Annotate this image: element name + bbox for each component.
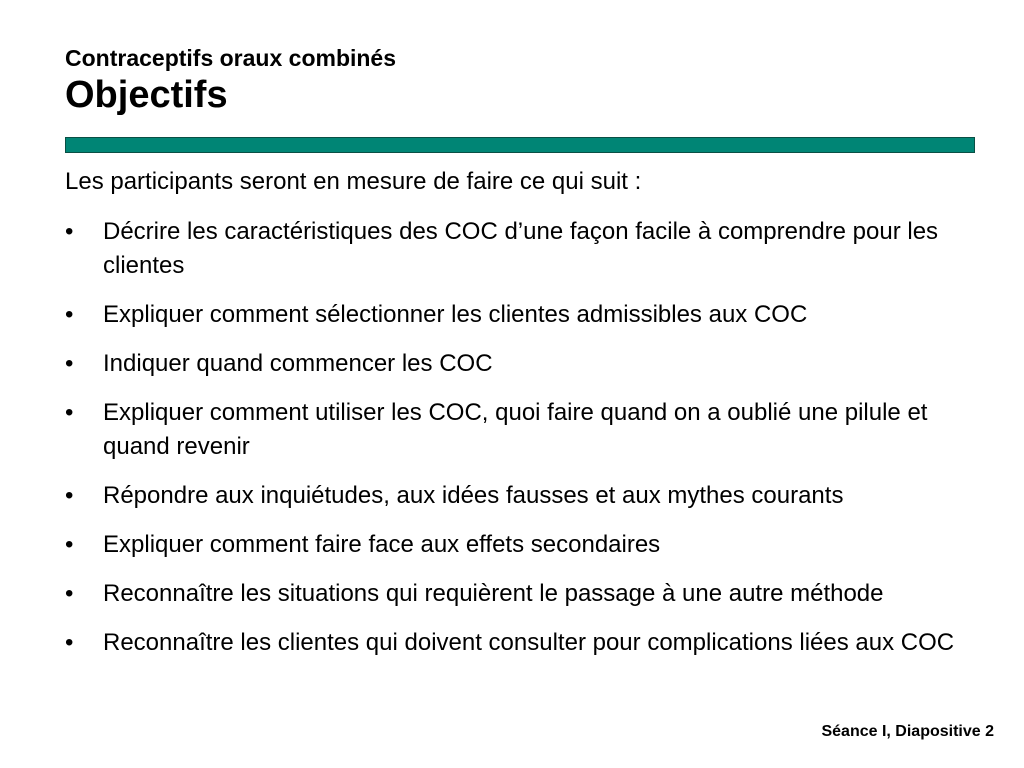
slide-footer: Séance I, Diapositive 2	[821, 723, 994, 740]
list-item-text: Expliquer comment utiliser les COC, quoi faire quand on a oublié une pilule et quand revenir	[103, 399, 928, 460]
list-item	[65, 347, 990, 381]
objectives-list	[65, 215, 990, 675]
list-item-text: Expliquer comment sélectionner les clientes admissibles aux COC	[103, 301, 808, 328]
list-item	[65, 577, 990, 611]
bullet-icon: •	[65, 218, 74, 245]
list-item	[65, 626, 990, 660]
accent-rule	[65, 137, 975, 153]
bullet-icon: •	[65, 580, 74, 607]
bullet-icon: •	[65, 399, 74, 426]
list-item	[65, 528, 990, 562]
list-item-text: Expliquer comment faire face aux effets secondaires	[103, 531, 661, 558]
bullet-icon: •	[65, 301, 74, 328]
intro-text: Les participants seront en mesure de faire ce qui suit :	[65, 168, 642, 195]
list-item-text: Répondre aux inquiétudes, aux idées fausses et aux mythes courants	[103, 482, 844, 509]
slide-title: Objectifs	[65, 74, 228, 116]
list-item	[65, 479, 990, 513]
list-item	[65, 396, 990, 464]
bullet-icon: •	[65, 350, 74, 377]
slide-subtitle: Contraceptifs oraux combinés	[65, 45, 397, 71]
list-item-text: Décrire les caractéristiques des COC d’une façon facile à comprendre pour les clientes	[103, 218, 939, 279]
list-item-text: Indiquer quand commencer les COC	[103, 350, 493, 377]
list-item-text: Reconnaître les clientes qui doivent consulter pour complications liées aux COC	[103, 629, 955, 656]
title-block	[65, 44, 965, 118]
bullet-icon: •	[65, 531, 74, 558]
bullet-icon: •	[65, 482, 74, 509]
list-item-text: Reconnaître les situations qui requièrent le passage à une autre méthode	[103, 580, 884, 607]
list-item	[65, 298, 990, 332]
list-item	[65, 215, 990, 283]
bullet-icon: •	[65, 629, 74, 656]
